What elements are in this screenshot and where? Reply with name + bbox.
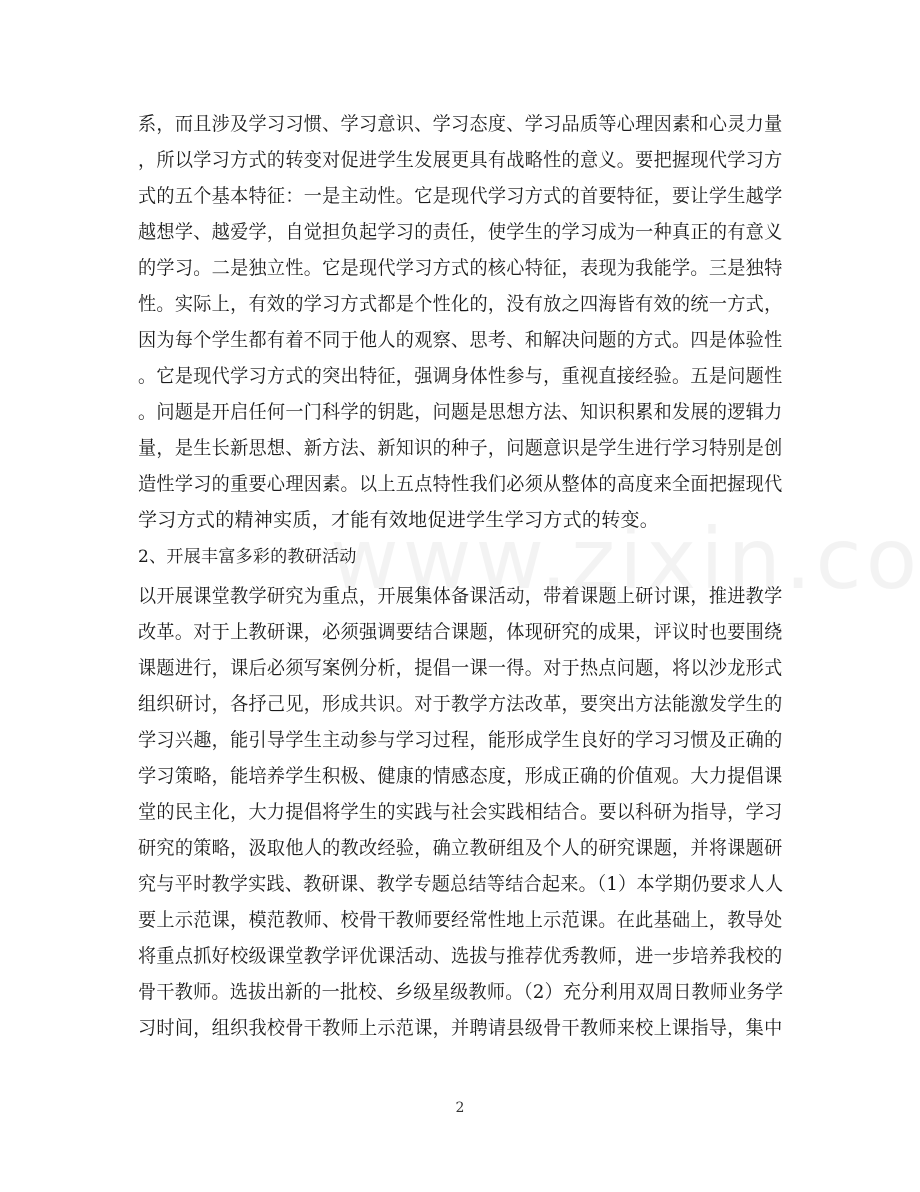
body-line: 将重点抓好校级课堂教学评优课活动、选拔与推荐优秀教师，进一步培养我校的 [138,945,783,967]
body-line: 量，是生长新思想、新方法、新知识的种子，问题意识是学生进行学习特别是创 [138,437,783,459]
body-line: 课题进行，课后必须写案例分析，提倡一课一得。对于热点问题，将以沙龙形式 [138,657,783,679]
body-line: 以开展课堂教学研究为重点，开展集体备课活动，带着课题上研讨课，推进教学 [138,585,783,607]
body-line: 要上示范课，模范教师、校骨干教师要经常性地上示范课。在此基础上，教导处 [138,909,783,931]
body-line: 改革。对于上教研课，必须强调要结合课题，体现研究的成果，评议时也要围绕 [138,621,783,643]
body-line: 习时间，组织我校骨干教师上示范课，并聘请县级骨干教师来校上课指导，集中 [138,1017,783,1039]
body-line: 造性学习的重要心理因素。以上五点特性我们必须从整体的高度来全面把握现代 [138,473,783,495]
body-line: 性。实际上，有效的学习方式都是个性化的，没有放之四海皆有效的统一方式， [138,293,783,315]
body-line: 研究的策略，汲取他人的教改经验，确立教研组及个人的研究课题，并将课题研 [138,837,783,859]
body-line: 堂的民主化，大力提倡将学生的实践与社会实践相结合。要以科研为指导，学习 [138,801,783,823]
body-line: 究与平时教学实践、教研课、教学专题总结等结合起来。（1）本学期仍要求人人 [138,873,784,895]
body-line: 骨干教师。选拔出新的一批校、乡级星级教师。（2）充分利用双周日教师业务学 [138,981,784,1003]
body-line: 学习策略，能培养学生积极、健康的情感态度，形成正确的价值观。大力提倡课 [138,765,783,787]
section-heading: 2、开展丰富多彩的教研活动 [138,547,357,567]
body-line: 式的五个基本特征：一是主动性。它是现代学习方式的首要特征，要让学生越学 [138,185,783,207]
body-line: 的学习。二是独立性。它是现代学习方式的核心特征，表现为我能学。三是独特 [138,257,783,279]
body-line: 学习方式的精神实质，才能有效地促进学生学习方式的转变。 [138,509,660,531]
body-line: 组织研讨，各抒己见，形成共识。对于教学方法改革，要突出方法能激发学生的 [138,693,783,715]
body-line: 因为每个学生都有着不同于他人的观察、思考、和解决问题的方式。四是体验性 [138,329,783,351]
body-line: 学习兴趣，能引导学生主动参与学习过程，能形成学生良好的学习习惯及正确的 [138,729,783,751]
body-line: ，所以学习方式的转变对促进学生发展更具有战略性的意义。要把握现代学习方 [138,149,783,171]
body-line: 系，而且涉及学习习惯、学习意识、学习态度、学习品质等心理因素和心灵力量 [138,113,783,135]
page-number: 2 [455,1100,465,1116]
body-line: 。它是现代学习方式的突出特征，强调身体性参与，重视直接经验。五是问题性 [138,365,783,387]
body-line: 越想学、越爱学，自觉担负起学习的责任，使学生的学习成为一种真正的有意义 [138,221,783,243]
body-line: 。问题是开启任何一门科学的钥匙，问题是思想方法、知识积累和发展的逻辑力 [138,401,783,423]
